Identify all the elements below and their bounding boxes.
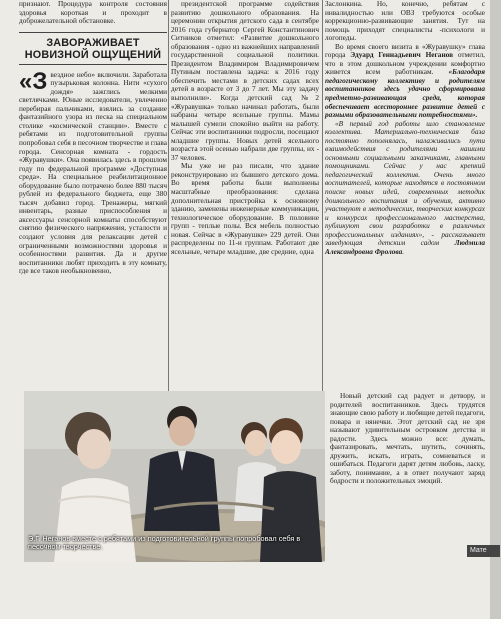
column-divider — [168, 0, 169, 392]
column-2 — [171, 0, 319, 256]
article-headline: ЗАВОРАЖИВАЕТ НОВИЗНОЙ ОЩУЩЕНИЙ — [19, 32, 167, 65]
head-teacher-quote-end: . — [402, 246, 405, 256]
visit-text: Во время своего визита в «Журавушку» глава города — [325, 41, 485, 60]
column-3-paragraph-1: Заслонкина. Но, конечно, ребятам с инвалидностью или ОВЗ требуются особые коррекционно-развивающие занятия. Тут на помощь приходят специалисты -психологи и логопеды. — [325, 0, 485, 43]
column-1-intro: признают. Процедура контроля состояния здоровья короткая и проходит в доброжелательной обстановке. — [19, 0, 167, 26]
column-1 — [19, 0, 167, 276]
column-3-paragraph-3 — [325, 120, 485, 257]
column-1-body — [19, 67, 167, 276]
column-3 — [325, 0, 485, 256]
column-2-paragraph-1: президентской программе содействия развитию дошкольного образования. На церемонии открытия детского сада в сентябре 2016 года губернатор Сергей Константинович Ситников отметил: «Развитие дошкольного образования - одно из важнейших направлений государственной социальной политики. Президентом Владимиром Владимировичем Путиным поставлена задача: к 2016 году обеспечить местами в детских садах всех детей в возрасте от 3 до 7 лет. Мы эту задачу выполнили». Когда детский сад №2 «Журавушка» только начинал работать, были набраны четыре ясельные группы. Мамы малышей сумели спокойно выйти на работу. Сейчас эти воспитанники подросли, посещают младшие группы. Новых детей ясельного возраста этой осенью набрали две группы, их - 37 человек. — [171, 0, 319, 162]
column-2-paragraph-2: Мы уже не раз писали, что здание реконструировано из бывшего детского дома. Во время работы были выполнены масштабные преобразования: сделана дополнительная пристройка к основному зданию, заменены инженерные коммуникации, технологическое оборудование. В половине групп - теплые полы. Вся мебель полностью новая. Сейчас в «Журавушке» 229 детей. Они распределены по 11-и группам. Работают две ясельные, четыре младшие, две средние, одна — [171, 161, 319, 256]
adjacent-page-label: Мате — [467, 545, 500, 557]
adjacent-page-edge — [490, 0, 501, 619]
mayor-name: Эдуард Геннадьевич Неганов — [350, 50, 454, 60]
visit-remark: отметил, что в этом дошкольном учреждении комфортно живется всем работникам. — [325, 50, 485, 77]
mayor-quote: «Благодаря педагогическому коллективу и родителям воспитанников здесь удачно сформирована предметно-развивающая среда, которая обеспечивает всестороннее развитие детей с разными образовательными потребностями». — [325, 67, 485, 120]
column-divider — [322, 0, 323, 392]
head-teacher-quote: «В первый год работы шло становление коллектива. Материально-техническая база постоянно пополнялась, налаживались пути взаимодействия с родителями - нашими основными социальными заказчиками, главными помощниками. Сейчас у нас крепкий педагогический коллектив. Очень много воспитателей, которые находятся в постоянном поиске новых идей, современных методик дошкольного воспитания и обучения, активно участвуют в методических, творческих конкурсах и конкурсах профессионального мастерства, публикуют свои разработки в различных профессиональных изданиях», - рассказывает заведующая детским садом — [325, 118, 485, 248]
column-3-continued — [330, 392, 485, 486]
head-teacher-name: Людмила Александровна Фролова — [325, 238, 485, 256]
drop-cap: «З — [19, 67, 48, 95]
column-1-text: вездное небо» включили. Заработала пузырьковая колонна. Нити «сухого дождя» зажглись мелкими светлячками. Юные исследователи, увлеченно перебирая пальчиками, взялись за создание фантазийного узора из песка на специальном столике «космической станции». Вместе с ребятами из подготовительной группы попробовал себя в песочном творчестве и глава города. Сенсорная комната - гордость «Журавушки». Она появилась здесь в прошлом году по федеральной программе «Доступная среда». На специальное реабилитационное оборудование было потрачено более 880 тысяч рублей из федерального бюджета, еще 380 тысяч добавил город. Тренажеры, мягкий инвентарь, разные приспособления и аксессуары сенсорной комнаты способствуют снятию физического напряжения, усталости и создают условия для релаксации детей с ограниченными возможностями здоровья и особенностями развития. Да и другие воспитанники любят приходить в эту комнату, где все таков необыкновенно, — [19, 69, 167, 276]
column-3-paragraph-2 — [325, 43, 485, 120]
column-3-paragraph-4: Новый детский сад радует и детвору, и родителей воспитанников. Здесь трудятся знающие свою работу и любящие детей педагоги, повара и нянечки. Этот детский сад не зря называют удивительным островком детства и радости. Здесь можно все: думать, фантазировать, мечтать, шутить, сочинять, дружить, искать, играть, сомневаться и ошибаться. Педагоги дарят детям любовь, ласку, заботу, понимание, а в ответ получают заряд бодрости и положительных эмоций. — [330, 391, 485, 486]
photo-caption: Э.Г. Неганов вместе с ребятами из подготовительной группы попробовал себя в песочном творчестве. — [28, 534, 301, 552]
